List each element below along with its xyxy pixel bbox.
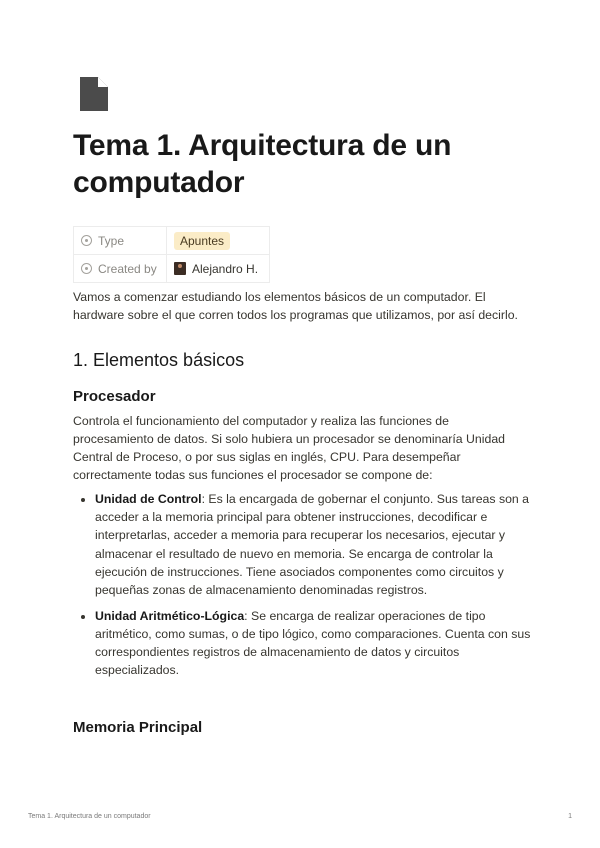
list-item	[95, 490, 533, 600]
property-value[interactable]	[167, 255, 270, 283]
list-item-term: Unidad Aritmético-Lógica	[95, 608, 245, 623]
subsection-heading: Procesador	[73, 387, 156, 405]
property-key: Created by	[74, 255, 167, 283]
person-icon	[81, 263, 92, 274]
list-item	[95, 607, 533, 680]
intro-paragraph: Vamos a comenzar estudiando los elementos básicos de un computador. El hardware sobre el que corren todos los programas que utilizamos, por así decirlo.	[73, 290, 518, 323]
list-item-text: : Es la encargada de gobernar el conjunto. Sus tareas son a acceder a la memoria principal para obtener instrucciones, decodificar e interpretarlas, acceder a memoria para recuperar los necesarios, ejecutar y almacenar el resultado de nuevo en memoria. Se encarga de controlar la ejecución de instrucciones. Tiene asociados componentes como circuitos y pequeñas zonas de almacenamiento denominadas registros.	[95, 491, 530, 598]
page-content	[73, 288, 533, 738]
page-number: 1	[568, 813, 572, 820]
page-title: Tema 1. Arquitectura de un computador	[73, 129, 452, 199]
creator-name[interactable]: Alejandro H.	[192, 261, 259, 276]
property-row-type	[74, 227, 270, 255]
list-item-text: : Se encarga de realizar operaciones de tipo aritmético, como sumas, o de tipo lógico, como comparaciones. Cuenta con sus correspondientes registros de almacenamiento de datos y circuitos especializados.	[95, 608, 531, 678]
property-key: Type	[74, 227, 167, 255]
type-tag[interactable]: Apuntes	[174, 232, 230, 250]
avatar	[174, 262, 186, 275]
type-icon	[81, 235, 92, 246]
properties-table	[73, 226, 270, 283]
footer-title: Tema 1. Arquitectura de un computador	[28, 813, 151, 820]
property-row-created-by	[74, 255, 270, 283]
bullet-list	[73, 490, 533, 680]
paragraph: Controla el funcionamiento del computador y realiza las funciones de procesamiento de datos. Si solo hubiera un procesador se denominaría Unidad Central de Proceso, o por sus siglas en inglés, CPU. Para desempeñar correctamente todas sus funciones el procesador se compone de:	[73, 413, 506, 483]
property-value[interactable]	[167, 227, 270, 255]
list-item-term: Unidad de Control	[95, 491, 202, 506]
document-icon	[80, 77, 108, 111]
section-heading: 1. Elementos básicos	[73, 349, 245, 370]
subsection-heading: Memoria Principal	[73, 718, 203, 736]
